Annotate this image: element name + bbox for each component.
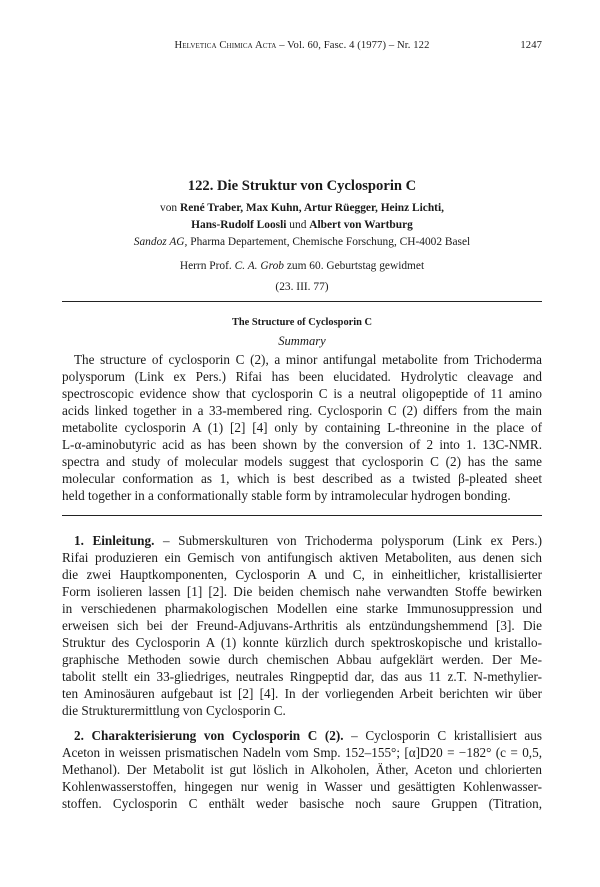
dedication [62,260,542,272]
affiliation-address: Pharma Departement, Chemische Forschung, CH-4002 Basel [190,236,471,248]
dedication-post: zum 60. Geburtstag gewidmet [286,260,425,272]
summary-line: The structure of cyclosporin C (2), a minor antifungal metabolite from Trichoderma [74,352,542,367]
section-1-line: Struktur des Cyclosporin A (1) konnte kürzlich durch spektroskopische und kristallo- [62,635,542,650]
section-2-line: – Cyclosporin C kristallisiert aus [351,728,543,743]
author-loosli: Hans-Rudolf Loosli [191,219,287,231]
section-2-line: Aceton in weissen prismatischen Nadeln vom Smp. 152–155°; [α]D20 = −182° (c = 0,5, [62,745,542,760]
section-2-line: stoffen. Cyclosporin C enthält weder basische noch saure Gruppen (Titration, [62,796,542,811]
summary-line: molecular conformation as 1, which is best described as a twisted β-pleated sheet [62,471,542,486]
section-1-line: graphische Methoden sowie durch chemischen Abbau aufgeklärt werden. Der Me- [62,652,542,667]
authors-line-1: René Traber, Max Kuhn, Artur Rüegger, Heinz Lichti, [179,202,444,214]
section-1-first-line [62,532,542,549]
summary-line: polysporum (Link ex Pers.) Rifai has been elucidated. Hydrolytic cleavage and [62,369,542,384]
affiliation-company: Sandoz AG, [133,236,188,248]
english-title: The Structure of Cyclosporin C [231,317,373,328]
summary-line: metabolite cyclosporin A (1) [2] [4] only by containing L-threonine in the place of [62,420,542,435]
section-1-heading: 1. Einleitung. [74,533,155,548]
authors-prefix: von [160,202,178,214]
section-1-line: die zwei Hauptkomponenten, Cyclosporin A und C, in einheitlicher, kristallisierter [62,567,542,582]
section-1-line: in verschiedenen pharmakologischen Modellen eine starke Immunosuppression und [62,601,542,616]
author-block [62,200,542,234]
summary-line: spectra and study of molecular models suggest that cyclosporin C (2) has the same [62,454,542,469]
bottom-divider [62,515,542,516]
header-journal-line: Helvetica Chimica Acta – Vol. 60, Fasc. 4 (1977) – Nr. 122 [174,40,430,51]
section-1-line: Rifai produzieren ein Gemisch von antifungisch aktiven Metaboliten, aus denen sich [62,550,542,565]
volume-info: Vol. 60, Fasc. 4 (1977) [287,40,387,51]
affiliation [62,236,542,248]
summary-line: spectroscopic evidence show that cyclosporin C is a neutral oligopeptide of 11 amino [62,386,542,401]
received-date: (23. III. 77) [275,281,329,293]
section-2-line: Kohlenwasserstoffen, hingegen nur wenig in Wasser und gesättigten Kohlenwasser- [62,779,542,794]
article-title: 122. Die Struktur von Cyclosporin C [187,178,417,194]
section-2-first-line [62,727,542,744]
section-1-line: tabolit stellt ein 33-gliedriges, neutrales Ringpeptid dar, das aus 11 z.T. N-methylier- [62,669,542,684]
author-von-wartburg: Albert von Wartburg [309,219,413,231]
dedication-name: C. A. Grob [234,260,284,272]
article-number: Nr. 122 [397,40,430,51]
section-1-line: – Submerskulturen von Trichoderma polysporum (Link ex Pers.) [162,533,542,548]
section-2-heading: 2. Charakterisierung von Cyclosporin C (2). [74,728,344,743]
summary-line: acids linked together in a 33-membered ring. Cyclosporin C (2) differs from the main [62,403,542,418]
summary-line: held together in a conformationally stable form by intramolecular hydrogen bonding. [62,488,511,503]
authors-and: und [289,219,307,231]
section-1-line: erweisen sich bei der Freund-Adjuvans-Arthritis als entzündungshemmend [3]. Die [62,618,542,633]
top-divider [62,301,542,302]
section-2-line: Methanol). Der Metabolit ist gut löslich in Alkoholen, Äther, Aceton und chlorierten [62,762,542,777]
page-number: 1247 [520,40,542,51]
section-1-line: Form isolieren lassen [1] [2]. Die beiden chemisch nahe verwandten Stoffe bewirken [62,584,542,599]
journal-name: Helvetica Chimica Acta [174,40,277,51]
summary-line: L-α-aminobutyric acid as has been shown by the conversion of 2 into 1. 13C-NMR. [62,437,542,452]
running-header [62,40,542,56]
dedication-pre: Herrn Prof. [179,260,232,272]
section-1-line: ten Aminosäuren aufgebaut ist [2] [4]. In der vorliegenden Arbeit berichten wir über [62,686,542,701]
section-1-line: die Strukturermittlung von Cyclosporin C. [62,703,286,718]
summary-heading: Summary [278,334,326,348]
